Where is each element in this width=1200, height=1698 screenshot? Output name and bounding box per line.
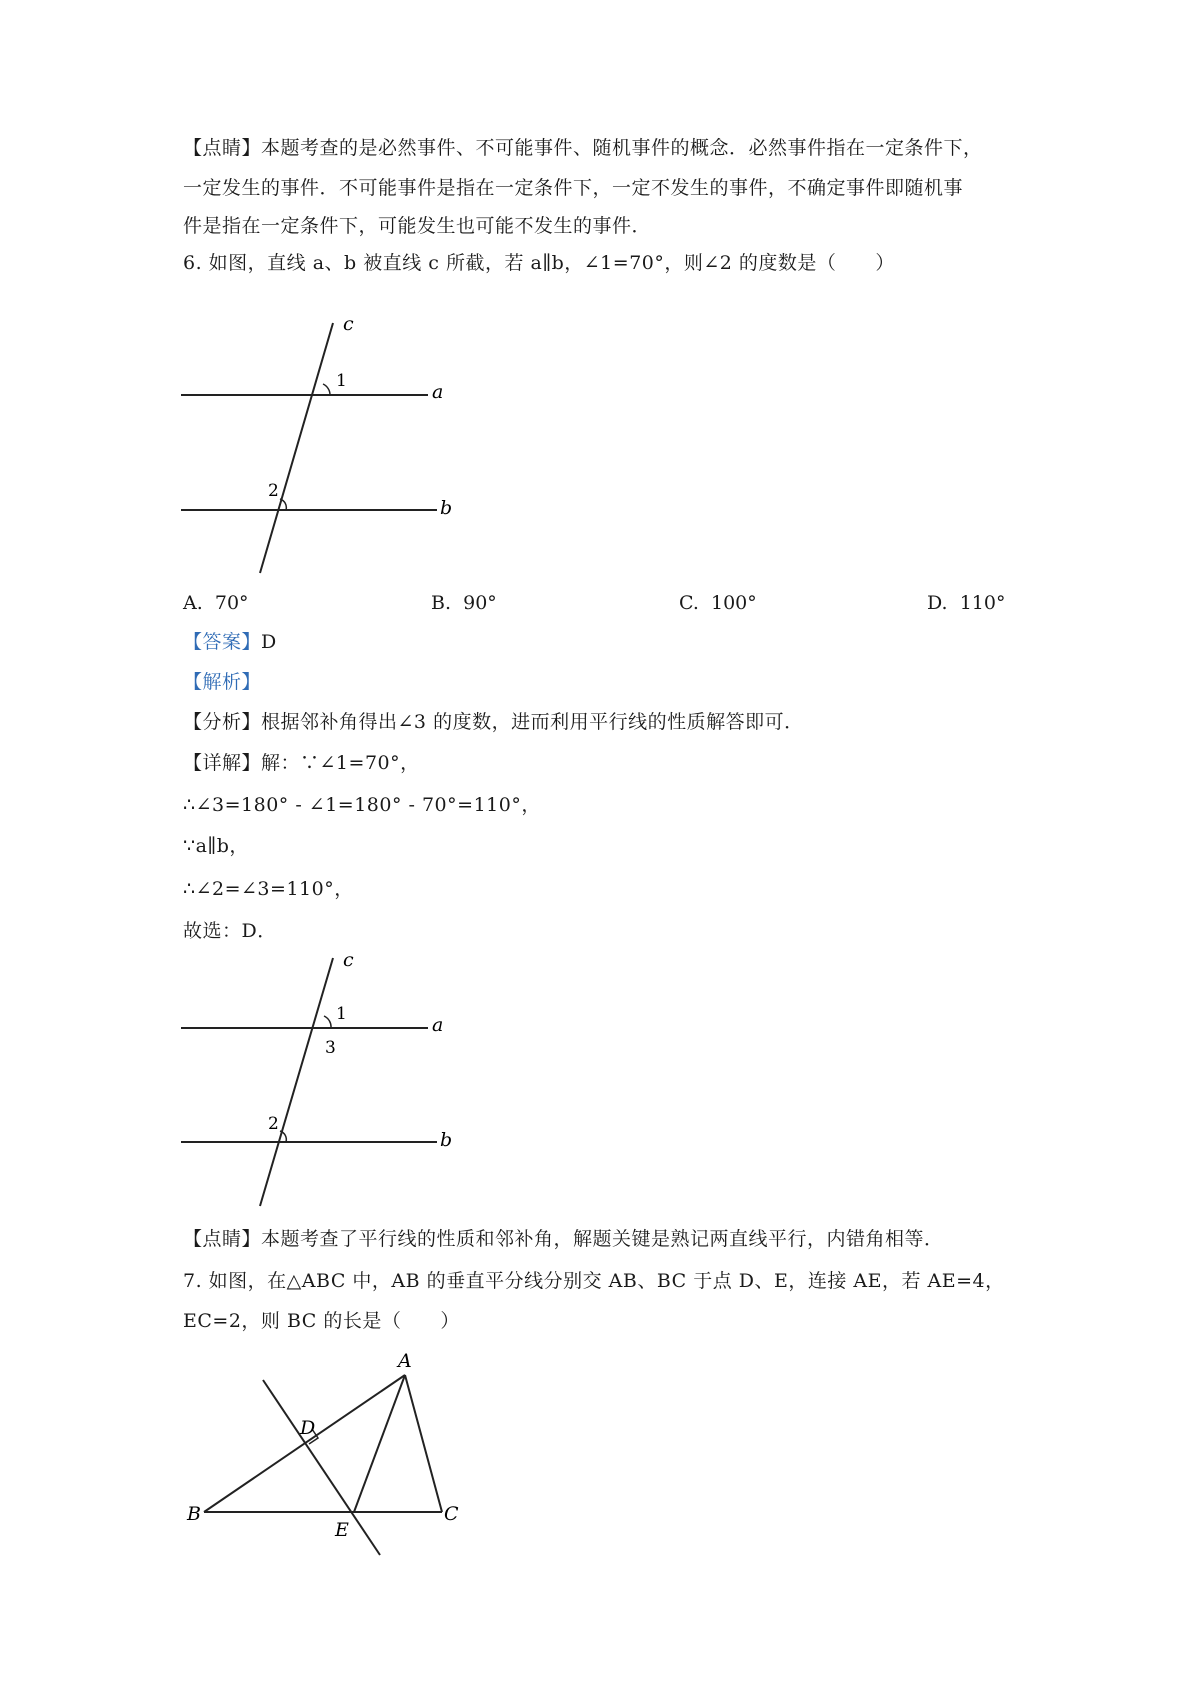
- question-6-stem: 6. 如图，直线 a、b 被直线 c 所截，若 a∥b，∠1=70°，则∠2 的度数是（ ）: [183, 252, 895, 274]
- question-7-line2: EC=2，则 BC 的长是（ ）: [183, 1310, 460, 1332]
- label-C: C: [444, 1503, 459, 1525]
- option-a: A. 70°: [183, 592, 249, 614]
- label-angle-1: 1: [336, 371, 347, 391]
- dianjing-q6-text: 本题考查了平行线的性质和邻补角，解题关键是熟记两直线平行，内错角相等．: [261, 1228, 944, 1250]
- dianjing-paragraph-line2: 一定发生的事件．不可能事件是指在一定条件下，一定不发生的事件，不确定事件即随机事: [183, 177, 964, 199]
- label-b-2: b: [440, 1129, 453, 1151]
- fenxi-tag: 【分析】: [183, 711, 262, 733]
- jiexi-tag: 【解析】: [183, 671, 262, 693]
- label-angle-1-2: 1: [336, 1004, 347, 1024]
- solution-step-1: ∴∠3=180° - ∠1=180° - 70°=110°，: [183, 794, 541, 816]
- label-b: b: [440, 497, 453, 519]
- solution-choice: 故选：D．: [183, 920, 277, 942]
- xiangjie-text: 解：∵∠1=70°，: [261, 752, 420, 774]
- dianjing-q6-tag: 【点睛】: [183, 1228, 262, 1250]
- option-b: B. 90°: [431, 592, 497, 614]
- dianjing-text: 本题考查的是必然事件、不可能事件、随机事件的概念．必然事件指在一定条件下，: [261, 137, 983, 159]
- label-D: D: [300, 1417, 316, 1439]
- label-a: a: [432, 381, 444, 403]
- label-E: E: [335, 1519, 349, 1541]
- answer-value: D: [261, 631, 277, 653]
- option-d: D. 110°: [927, 592, 1006, 614]
- perpendicular-bisector: [263, 1380, 380, 1555]
- question-7-line1: 7. 如图，在△ABC 中，AB 的垂直平分线分别交 AB、BC 于点 D、E，连接 AE，若 AE=4，: [183, 1270, 1005, 1292]
- label-c: c: [343, 313, 354, 335]
- label-A: A: [398, 1350, 412, 1372]
- option-c: C. 100°: [679, 592, 757, 614]
- xiangjie-tag: 【详解】: [183, 752, 262, 774]
- label-angle-2-2: 2: [268, 1114, 279, 1134]
- dianjing-tag: 【点睛】: [183, 137, 262, 159]
- dianjing-paragraph-line3: 件是指在一定条件下，可能发生也可能不发生的事件．: [183, 215, 652, 237]
- segment-ae: [354, 1375, 405, 1512]
- label-B: B: [187, 1503, 201, 1525]
- fenxi-text: 根据邻补角得出∠3 的度数，进而利用平行线的性质解答即可．: [261, 711, 804, 733]
- label-angle-3: 3: [325, 1038, 336, 1058]
- segment-ac: [405, 1375, 442, 1512]
- label-c-2: c: [343, 949, 354, 971]
- solution-step-3: ∴∠2=∠3=110°，: [183, 878, 354, 900]
- solution-step-2: ∵a∥b，: [183, 835, 249, 857]
- label-angle-2: 2: [268, 481, 279, 501]
- label-a-2: a: [432, 1014, 444, 1036]
- answer-tag: 【答案】: [183, 631, 262, 653]
